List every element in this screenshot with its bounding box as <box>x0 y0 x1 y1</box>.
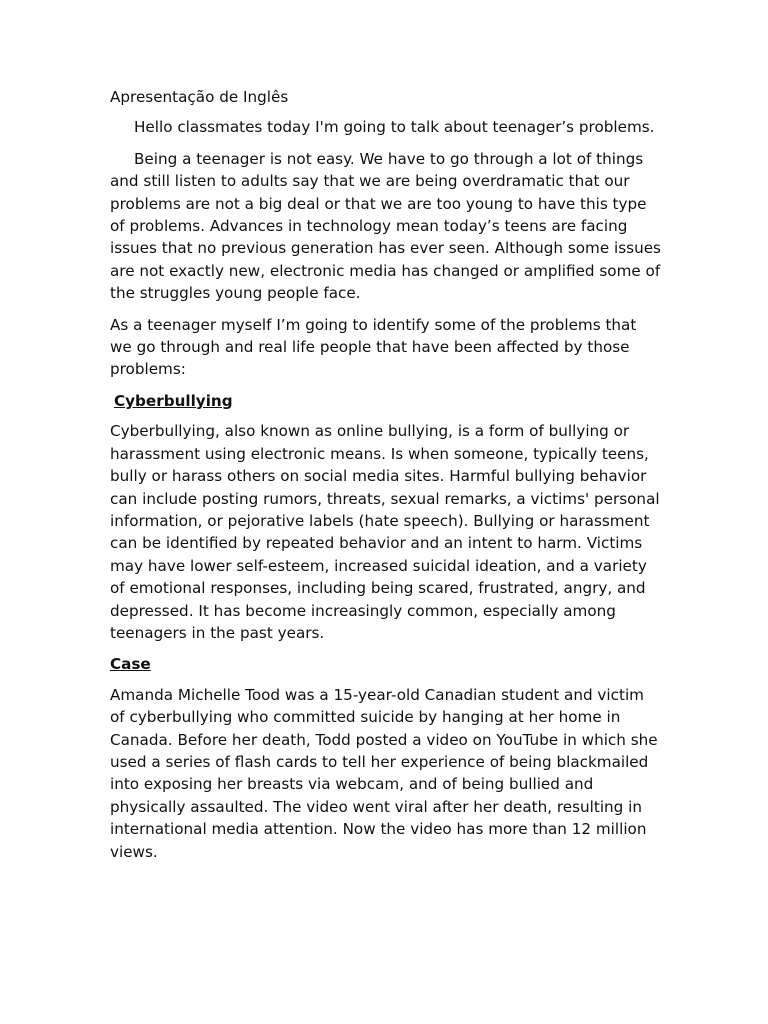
paragraph-case: Amanda Michelle Tood was a 15-year-old Canadian student and victim of cyberbullying who committed suicide by hanging at her home in Canada. Before her death, Todd posted a video on YouTube in which she used a series of flash cards to tell her experience of being blackmailed into exposing her breasts via webcam, and of being bullied and physically assaulted. The video went viral after her death, resulting in international media attention. Now the video has more than 12 million views. <box>110 685 658 861</box>
section-heading-case: Case <box>110 655 151 674</box>
section-heading-cyberbullying: Cyberbullying <box>114 391 233 410</box>
paragraph-cyberbullying: Cyberbullying, also known as online bullying, is a form of bullying or harassment using electronic means. Is when someone, typically teens, bully or harass others on social media sites. Harmful bullying behavior can include posting rumors, threats, sexual remarks, a victims' personal information, or pejorative labels (hate speech). Bullying or harassment can be identified by repeated behavior and an intent to harm. Victims may have lower self-esteem, increased suicidal ideation, and a variety of emotional responses, including being scared, frustrated, angry, and depressed. It has become increasingly common, especially among teenagers in the past years. <box>110 422 660 642</box>
document-title: Apresentação de Inglês <box>110 88 289 106</box>
intro-paragraph: Hello classmates today I'm going to talk about teenager’s problems. <box>134 118 655 137</box>
paragraph-teen-challenges: Being a teenager is not easy. We have to go through a lot of things and still listen to adults say that we are being overdramatic that our problems are not a big deal or that we are too young to have this type of problems. Advances in technology mean today’s teens are facing issues that no previous generation has ever seen. Although some issues are not exactly new, electronic media has changed or amplified some of the struggles young people face. <box>110 149 661 303</box>
paragraph-problems-intro: As a teenager myself I’m going to identify some of the problems that we go through and real life people that have been affected by those problems: <box>110 315 637 379</box>
document-body <box>110 86 662 872</box>
